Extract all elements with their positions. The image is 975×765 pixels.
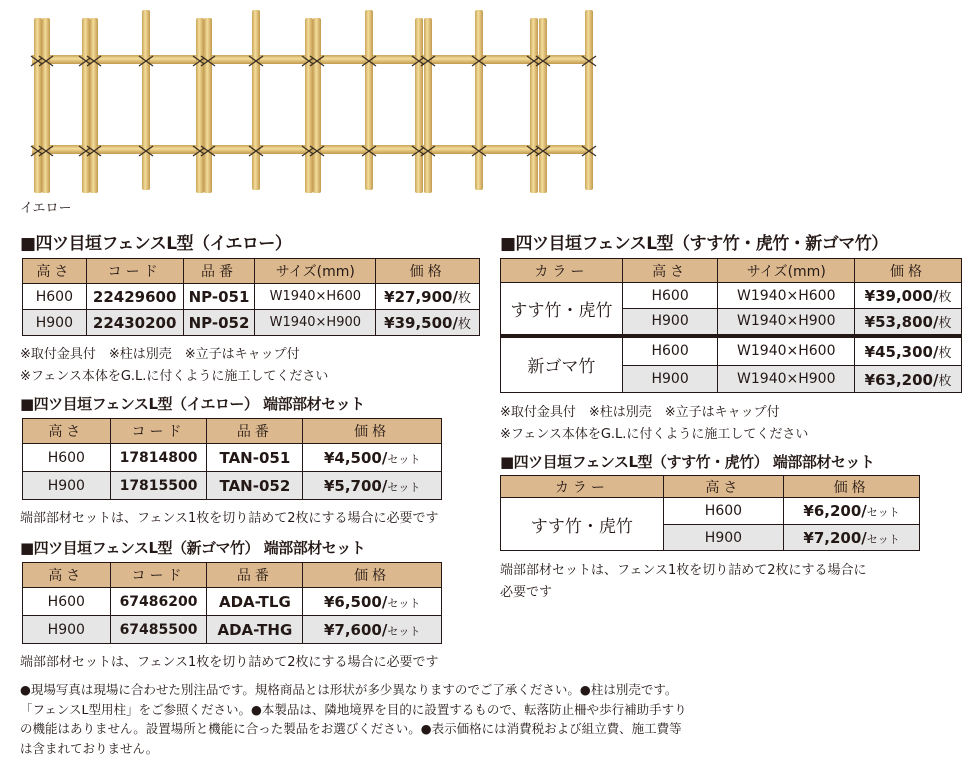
price-table-susu-tora-goma — [500, 258, 962, 393]
cell-price — [855, 336, 962, 366]
cell-price — [303, 444, 442, 472]
cell: NP-052 — [183, 310, 255, 336]
cell: TAN-051 — [207, 444, 303, 472]
header-price: 価格 — [784, 476, 920, 498]
price-table-yellow — [22, 258, 480, 336]
cell: H900 — [23, 472, 111, 500]
cell: 22429600 — [86, 284, 183, 310]
table-row — [23, 588, 442, 616]
table-row — [23, 310, 480, 336]
note: 必要です — [500, 585, 553, 600]
unit: 枚 — [938, 345, 952, 361]
header-size: サイズ(mm) — [718, 259, 855, 283]
bamboo-post — [475, 10, 483, 190]
table-row — [501, 336, 962, 366]
cell-price — [376, 284, 480, 310]
header-height: 高さ — [23, 563, 111, 588]
bamboo-post — [252, 10, 260, 190]
table-row — [23, 284, 480, 310]
unit: セット — [866, 532, 900, 546]
unit: セット — [387, 452, 421, 466]
header-price: 価格 — [303, 419, 442, 444]
header-part: 品番 — [183, 259, 255, 284]
header-part: 品番 — [207, 419, 303, 444]
bamboo-post — [34, 18, 42, 193]
cell: ADA-THG — [207, 616, 303, 644]
price: ¥7,600/ — [323, 620, 388, 639]
bamboo-post — [365, 10, 373, 190]
table-row — [501, 283, 962, 309]
cell: H900 — [622, 309, 718, 336]
header-height: 高さ — [622, 259, 718, 283]
price: ¥4,500/ — [323, 448, 388, 467]
cell: NP-051 — [183, 284, 255, 310]
note: ※取付金具付 ※柱は別売 ※立子はキャップ付 — [20, 347, 300, 362]
bamboo-post — [196, 18, 204, 193]
cell: W1940×H600 — [718, 336, 855, 366]
cell-price — [303, 472, 442, 500]
unit: 枚 — [938, 373, 952, 389]
table-row — [23, 444, 442, 472]
header-code: コード — [110, 419, 207, 444]
cell: ADA-TLG — [207, 588, 303, 616]
cell: TAN-052 — [207, 472, 303, 500]
price: ¥39,500/ — [384, 314, 458, 332]
end-set-table-susu-tora — [500, 475, 920, 551]
cell: H600 — [23, 444, 111, 472]
footer-line: ●現場写真は現場に合わせた別注品です。規格商品とは形状が多少異なりますのでご了承ください。●柱は別売です。 — [20, 682, 678, 697]
cell: 67485500 — [110, 616, 207, 644]
section-title-goma-end-set: ■四ツ目垣フェンスL型（新ゴマ竹） 端部部材セット — [20, 539, 366, 557]
footer-line: 「フェンスL型用柱」をご参照ください。●本製品は、隣地境界を目的に設置するもので、転落防止柵や歩行補助手すり — [20, 701, 687, 717]
header-code: コード — [86, 259, 183, 284]
cell-price — [376, 310, 480, 336]
color-cell: 新ゴマ竹 — [501, 336, 623, 393]
note: ※フェンス本体をG.L.に付くように施工してください — [20, 369, 329, 384]
unit: 枚 — [457, 291, 471, 306]
cell: H600 — [23, 588, 111, 616]
table-row — [23, 472, 442, 500]
footer-notes — [20, 680, 687, 758]
fence-product-image — [20, 0, 600, 198]
header-price: 価格 — [303, 563, 442, 588]
cell-price — [784, 525, 920, 551]
unit: セット — [866, 506, 900, 519]
end-set-table-goma — [22, 562, 442, 644]
price: ¥45,300/ — [864, 342, 939, 361]
header-height: 高さ — [23, 259, 87, 284]
bamboo-post — [142, 10, 150, 190]
unit: 枚 — [938, 290, 952, 305]
bamboo-post — [585, 10, 593, 190]
cell: 17815500 — [110, 472, 207, 500]
header-height: 高さ — [663, 476, 784, 498]
table-row — [501, 498, 920, 525]
bamboo-post — [90, 18, 98, 193]
unit: セット — [387, 480, 421, 494]
cell: 17814800 — [110, 444, 207, 472]
cell-price — [855, 366, 962, 393]
cell: H900 — [23, 616, 111, 644]
price: ¥7,200/ — [803, 528, 867, 547]
note: ※フェンス本体をG.L.に付くように施工してください — [500, 427, 809, 442]
header-part: 品番 — [207, 563, 303, 588]
cell: W1940×H600 — [255, 284, 376, 310]
bamboo-post — [530, 18, 538, 193]
section-title-yellow: ■四ツ目垣フェンスL型（イエロー） — [20, 234, 292, 254]
cell: W1940×H900 — [718, 309, 855, 336]
header-height: 高さ — [23, 419, 111, 444]
footer-line: は含まれておりません。 — [20, 740, 159, 756]
note: 端部部材セットは、フェンス1枚を切り詰めて2枚にする場合に — [500, 563, 867, 578]
bamboo-post — [539, 18, 547, 193]
cell: 67486200 — [110, 588, 207, 616]
cell-price — [303, 616, 442, 644]
bamboo-post — [204, 18, 212, 193]
color-cell: すす竹・虎竹 — [501, 283, 623, 336]
section-title-susu-tora-end-set: ■四ツ目垣フェンスL型（すす竹・虎竹） 端部部材セット — [500, 453, 875, 471]
price: ¥63,200/ — [864, 370, 939, 389]
cell: H600 — [622, 336, 718, 366]
cell-price — [784, 498, 920, 525]
cell: H900 — [622, 366, 718, 393]
cell: W1940×H900 — [255, 310, 376, 336]
bamboo-post — [415, 18, 423, 193]
header-price: 価格 — [376, 259, 480, 284]
cell: H600 — [663, 498, 784, 525]
cell: H600 — [622, 283, 718, 309]
table-row — [23, 616, 442, 644]
footer-line: の機能はありません。設置場所と機能に合った製品をお選びください。●表示価格には消費税および組立費、施工費等 — [20, 721, 682, 736]
price: ¥6,500/ — [323, 592, 388, 611]
note: 端部部材セットは、フェンス1枚を切り詰めて2枚にする場合に必要です — [20, 655, 439, 670]
price: ¥5,700/ — [323, 476, 388, 495]
price: ¥53,800/ — [864, 312, 939, 331]
cell: H900 — [663, 525, 784, 551]
unit: 枚 — [457, 317, 471, 332]
cell-price — [855, 309, 962, 336]
color-cell: すす竹・虎竹 — [501, 498, 664, 551]
note: 端部部材セットは、フェンス1枚を切り詰めて2枚にする場合に必要です — [20, 511, 439, 526]
note: ※取付金具付 ※柱は別売 ※立子はキャップ付 — [500, 405, 780, 420]
image-caption: イエロー — [20, 201, 72, 216]
price: ¥39,000/ — [864, 287, 939, 305]
unit: 枚 — [938, 315, 952, 331]
bamboo-post — [424, 18, 432, 193]
section-title-yellow-end-set: ■四ツ目垣フェンスL型（イエロー） 端部部材セット — [20, 395, 365, 413]
header-color: カラー — [501, 476, 664, 498]
cell: W1940×H600 — [718, 283, 855, 309]
unit: セット — [387, 624, 421, 638]
bamboo-post — [313, 18, 321, 193]
bamboo-post — [42, 18, 50, 193]
bamboo-post — [82, 18, 90, 193]
header-code: コード — [110, 563, 207, 588]
header-price: 価格 — [855, 259, 962, 283]
section-title-susu-tora-goma: ■四ツ目垣フェンスL型（すす竹・虎竹・新ゴマ竹） — [500, 234, 888, 254]
header-color: カラー — [501, 259, 623, 283]
price: ¥27,900/ — [384, 288, 458, 306]
end-set-table-yellow — [22, 418, 442, 500]
cell: 22430200 — [86, 310, 183, 336]
cell: W1940×H900 — [718, 366, 855, 393]
cell: H600 — [23, 284, 87, 310]
cell-price — [855, 283, 962, 309]
unit: セット — [387, 596, 421, 610]
header-size: サイズ(mm) — [255, 259, 376, 284]
bamboo-post — [305, 18, 313, 193]
cell: H900 — [23, 310, 87, 336]
cell-price — [303, 588, 442, 616]
price: ¥6,200/ — [803, 502, 867, 520]
